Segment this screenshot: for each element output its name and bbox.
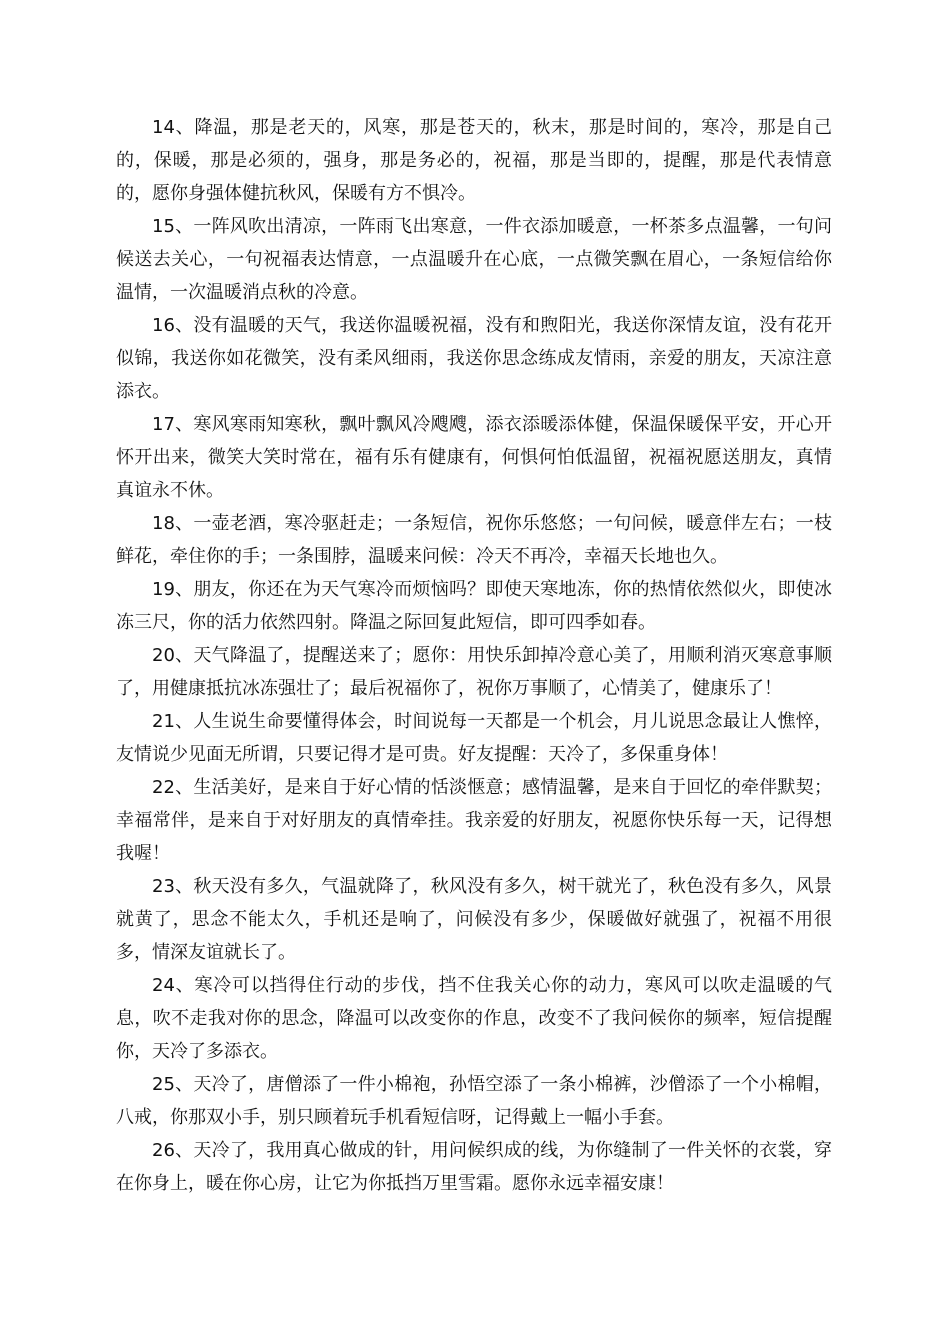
paragraph-17: 17、寒风寒雨知寒秋，飘叶飘风冷飕飕，添衣添暖添体健，保温保暖保平安，开心开怀开出来，微笑大笑时常在，福有乐有健康有，何惧何怕低温留，祝福祝愿送朋友，真情真谊永不休。 [116, 414, 832, 501]
paragraph-26: 26、天冷了，我用真心做成的针，用问候织成的线，为你缝制了一件关怀的衣裳，穿在你身上，暖在你心房，让它为你抵挡万里雪霜。愿你永远幸福安康！ [116, 1140, 832, 1194]
paragraph-21: 21、人生说生命要懂得体会，时间说每一天都是一个机会，月儿说思念最让人憔悴，友情说少见面无所谓，只要记得才是可贵。好友提醒：天冷了，多保重身体！ [116, 711, 832, 765]
paragraph-23: 23、秋天没有多久，气温就降了，秋风没有多久，树干就光了，秋色没有多久，风景就黄了，思念不能太久，手机还是响了，问候没有多少，保暖做好就强了，祝福不用很多，情深友谊就长了。 [116, 876, 832, 963]
paragraph-16: 16、没有温暖的天气，我送你温暖祝福，没有和煦阳光，我送你深情友谊，没有花开似锦，我送你如花微笑，没有柔风细雨，我送你思念练成友情雨，亲爱的朋友，天凉注意添衣。 [116, 315, 832, 402]
paragraph-25: 25、天冷了，唐僧添了一件小棉袍，孙悟空添了一条小棉裤，沙僧添了一个小棉帽，八戒，你那双小手，别只顾着玩手机看短信呀，记得戴上一幅小手套。 [116, 1074, 832, 1128]
paragraph-19: 19、朋友，你还在为天气寒冷而烦恼吗？即使天寒地冻，你的热情依然似火，即使冰冻三尺，你的活力依然四射。降温之际回复此短信，即可四季如春。 [116, 579, 832, 633]
paragraph-22: 22、生活美好，是来自于好心情的恬淡惬意；感情温馨，是来自于回忆的牵伴默契；幸福常伴，是来自于对好朋友的真情牵挂。我亲爱的好朋友，祝愿你快乐每一天，记得想我喔！ [116, 777, 832, 864]
paragraph-24: 24、寒冷可以挡得住行动的步伐，挡不住我关心你的动力，寒风可以吹走温暖的气息，吹不走我对你的思念，降温可以改变你的作息，改变不了我问候你的频率，短信提醒你，天冷了多添衣。 [116, 975, 832, 1062]
document-page [116, 111, 832, 1200]
paragraph-20: 20、天气降温了，提醒送来了；愿你：用快乐卸掉冷意心美了，用顺利消灭寒意事顺了，用健康抵抗冰冻强壮了；最后祝福你了，祝你万事顺了，心情美了，健康乐了！ [116, 645, 832, 699]
paragraph-15: 15、一阵风吹出清凉，一阵雨飞出寒意，一件衣添加暖意，一杯茶多点温馨，一句问候送去关心，一句祝福表达情意，一点温暖升在心底，一点微笑飘在眉心，一条短信给你温情，一次温暖消点秋的冷意。 [116, 216, 832, 303]
paragraph-18: 18、一壶老酒，寒冷驱赶走；一条短信，祝你乐悠悠；一句问候，暖意伴左右；一枝鲜花，牵住你的手；一条围脖，温暖来问候：冷天不再冷，幸福天长地也久。 [116, 513, 832, 567]
paragraph-14: 14、降温，那是老天的，风寒，那是苍天的，秋末，那是时间的，寒冷，那是自己的，保暖，那是必须的，强身，那是务必的，祝福，那是当即的，提醒，那是代表情意的，愿你身强体健抗秋风，保暖有方不惧冷。 [116, 117, 832, 204]
